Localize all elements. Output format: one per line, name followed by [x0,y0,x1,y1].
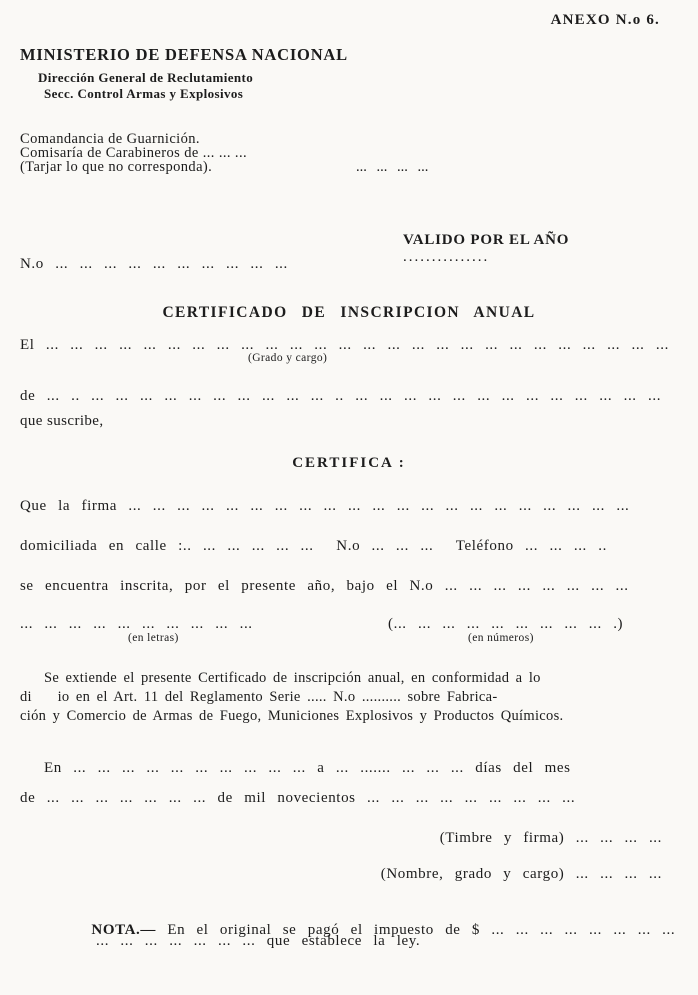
grado-cargo-caption: (Grado y cargo) [248,352,328,364]
number-in-words-dots: ... ... ... ... ... ... ... ... ... ... [20,616,253,632]
direccion-subtitle: Dirección General de Reclutamiento [38,70,254,85]
place-and-day-line: En ... ... ... ... ... ... ... ... ... ... a ... ....... ... ... ... días del mes [44,760,571,776]
official-name-line: El ... ... ... ... ... ... ... ... ... ... ... ... ... ... ... ... ... ... ... ... ... ... ... ... ... ... [20,337,669,353]
suscribe-line: que suscribe, [20,413,104,429]
seccion-subtitle: Secc. Control Armas y Explosivos [44,86,244,101]
unit-line: de ... .. ... ... ... ... ... ... ... ... ... ... .. ... ... ... ... ... ... ... ... ... ... ... ... ... [20,388,662,404]
anexo-number: ANEXO N.o 6. [550,12,660,28]
en-letras-caption: (en letras) [128,632,179,644]
divider-bars [0,970,698,995]
registration-line: se encuentra inscrita, por el presente año, bajo el N.o ... ... ... ... ... ... ... ... [20,578,629,594]
document-title: CERTIFICADO DE INSCRIPCION ANUAL [162,304,536,321]
firm-name-line: Que la firma ... ... ... ... ... ... ... ... ... ... ... ... ... ... ... ... ... ... ... ... ... [20,498,630,514]
legal-paragraph-line-3: ción y Comercio de Armas de Fuego, Municiones Explosivos y Productos Químicos. [20,708,564,724]
stamp-signature-line: (Timbre y firma) ... ... ... ... [439,830,662,846]
comandancia-line: Comandancia de Guarnición. [20,131,200,147]
ministry-title: MINISTERIO DE DEFENSA NACIONAL [20,45,348,64]
nota-text: En el original se pagó el impuesto de $ ... ... ... ... ... ... ... ... [155,922,676,938]
number-in-figures-dots: (... ... ... ... ... ... ... ... ... .) [388,616,624,632]
comisaria-line: Comisaría de Carabineros de ... ... ... [20,145,248,161]
tarjar-dots: ... ... ... ... [356,159,429,175]
certifica-heading: CERTIFICA : [292,455,406,471]
serial-number-line: N.o ... ... ... ... ... ... ... ... ... ... [20,256,288,272]
valido-dots: ............... [403,249,490,265]
valido-line [388,215,569,283]
valido-label: VALIDO POR EL AÑO [403,232,570,248]
legal-paragraph-line-2: di io en el Art. 11 del Reglamento Serie ..... N.o .......... sobre Fabrica- [20,689,498,705]
nota-label: NOTA.— [91,922,156,938]
nota-line-2: ... ... ... ... ... ... ... que establece la ley. [96,933,421,949]
name-grade-office-line: (Nombre, grado y cargo) ... ... ... ... [380,866,662,882]
en-numeros-caption: (en números) [468,632,534,644]
month-and-year-line: de ... ... ... ... ... ... ... de mil novecientos ... ... ... ... ... ... ... ... ... [20,790,576,806]
legal-paragraph-line-1: Se extiende el presente Certificado de inscripción anual, en conformidad a lo [44,670,541,686]
address-line: domiciliada en calle :.. ... ... ... ... ... N.o ... ... ... Teléfono ... ... ... .. [20,538,607,554]
tarjar-line: (Tarjar lo que no corresponda). [20,159,213,175]
